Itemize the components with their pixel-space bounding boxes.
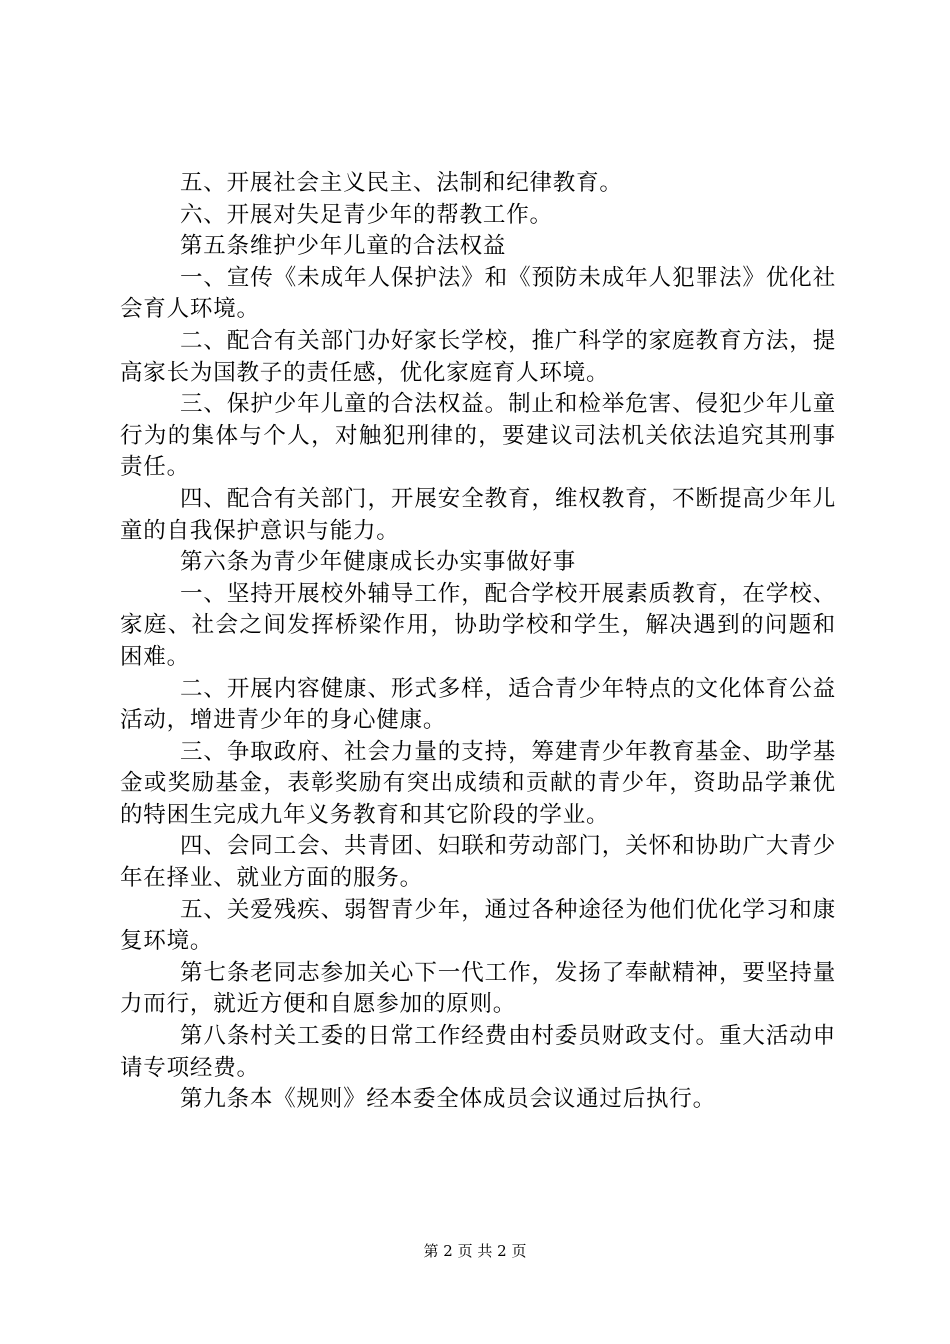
paragraph: 第七条老同志参加关心下一代工作，发扬了奉献精神，要坚持量力而行，就近方便和自愿参加的原则。	[120, 959, 836, 1018]
section-heading: 第六条为青少年健康成长办实事做好事	[180, 549, 577, 576]
paragraph: 第八条村关工委的日常工作经费由村委员财政支付。重大活动申请专项经费。	[120, 1023, 836, 1081]
paragraph: 三、保护少年儿童的合法权益。制止和检举危害、侵犯少年儿童行为的集体与个人，对触犯刑律的，要建议司法机关依法追究其刑事责任。	[120, 391, 836, 481]
paragraph: 三、争取政府、社会力量的支持，筹建青少年教育基金、助学基金或奖励基金，表彰奖励有突出成绩和贡献的青少年，资助品学兼优的特困生完成九年义务教育和其它阶段的学业。	[120, 738, 836, 828]
page-number-label: 第 2 页 共 2 页	[423, 1242, 527, 1260]
paragraph: 四、配合有关部门，开展安全教育，维权教育，不断提高少年儿童的自我保护意识与能力。	[120, 485, 836, 544]
paragraph: 五、开展社会主义民主、法制和纪律教育。	[180, 170, 623, 196]
paragraph: 第九条本《规则》经本委全体成员会议通过后执行。	[180, 1086, 716, 1113]
paragraph: 五、关爱残疾、弱智青少年，通过各种途径为他们优化学习和康复环境。	[120, 896, 836, 955]
paragraph: 二、配合有关部门办好家长学校，推广科学的家庭教育方法，提高家长为国教子的责任感，优化家庭育人环境。	[120, 327, 836, 386]
page-footer	[0, 1240, 950, 1261]
document-body	[120, 168, 836, 1116]
section-heading: 第五条维护少年儿童的合法权益	[180, 233, 507, 260]
paragraph: 二、开展内容健康、形式多样，适合青少年特点的文化体育公益活动，增进青少年的身心健康。	[120, 675, 836, 734]
paragraph: 四、会同工会、共青团、妇联和劳动部门，关怀和协助广大青少年在择业、就业方面的服务。	[120, 833, 836, 892]
paragraph: 一、坚持开展校外辅导工作，配合学校开展素质教育，在学校、家庭、社会之间发挥桥梁作用，协助学校和学生，解决遇到的问题和困难。	[120, 580, 836, 670]
paragraph: 六、开展对失足青少年的帮教工作。	[180, 201, 553, 228]
paragraph: 一、宣传《未成年人保护法》和《预防未成年人犯罪法》优化社会育人环境。	[120, 264, 836, 323]
